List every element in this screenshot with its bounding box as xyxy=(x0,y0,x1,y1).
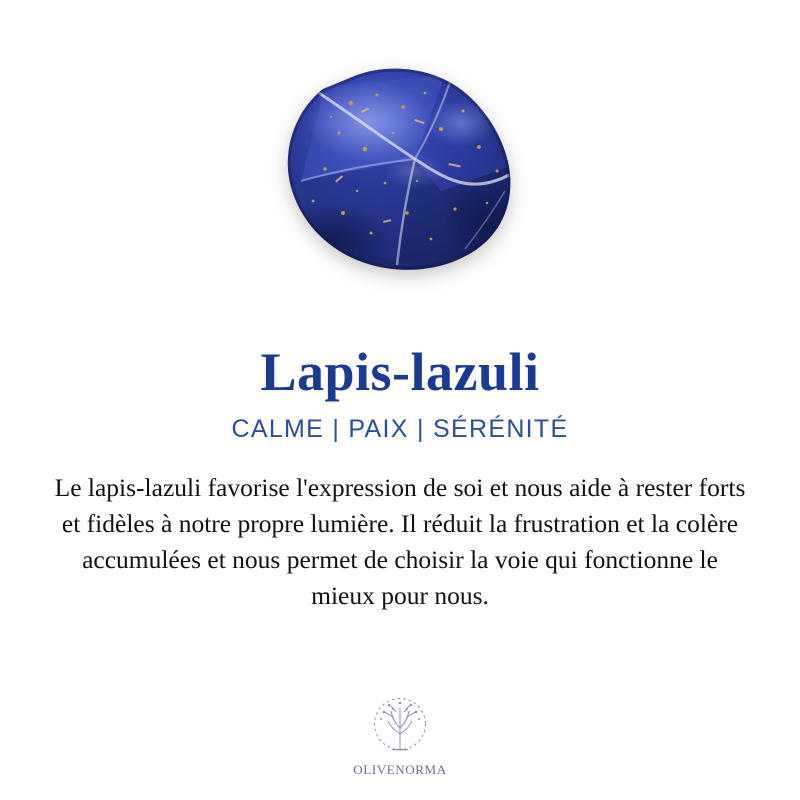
brand-logo xyxy=(0,694,800,778)
brand-name: OLIVENORMA xyxy=(353,762,447,777)
keywords-subtitle: CALME | PAIX | SÉRÉNITÉ xyxy=(231,414,569,443)
page-title: Lapis-lazuli xyxy=(260,342,540,402)
lapis-lazuli-stone-photo xyxy=(265,63,535,278)
stone-image-area xyxy=(0,0,800,330)
stone-image-wrapper xyxy=(265,63,535,278)
tree-of-life-icon xyxy=(364,694,436,760)
stone-description: Le lapis-lazuli favorise l'expression de soi et nous aide à rester forts et fidèles à notre propre lumière. Il réduit la frustration et la colère accumulées et nous permet de choisir la voie qui fonctionne le mieux pour nous. xyxy=(54,472,746,611)
